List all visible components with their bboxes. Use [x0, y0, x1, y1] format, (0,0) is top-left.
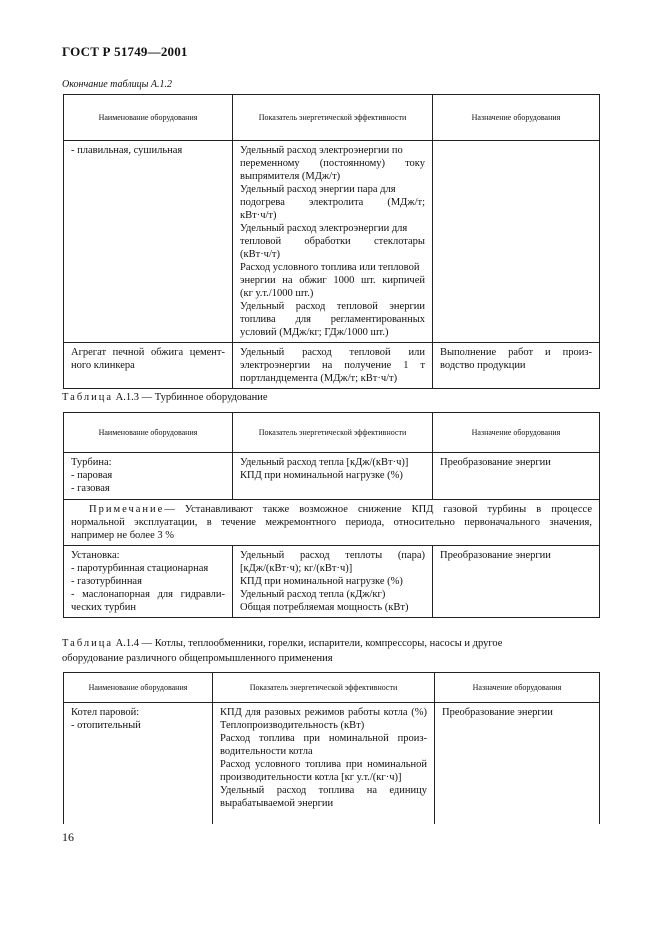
- cell-text: Удельный расход теплоты (пара): [240, 550, 425, 561]
- table-a13: [63, 412, 600, 618]
- note-cell: [64, 500, 600, 546]
- cell-text: Установка:: [71, 550, 120, 561]
- cell-text: Преобразование энергии: [440, 550, 551, 561]
- cell-text: Удельный расход тепловой или: [240, 347, 425, 358]
- col-header-purpose: Назначение оборудования: [433, 95, 600, 141]
- col-header-name: Наименование оборудования: [64, 95, 233, 141]
- name-cell: [64, 343, 233, 389]
- cell-text: КПД при номинальной нагрузке (%): [240, 576, 403, 587]
- note-line: например не более 3 %: [71, 530, 174, 541]
- indicator-cell: [233, 141, 433, 343]
- name-cell: [64, 453, 233, 500]
- cell-text: электроэнергии на получение 1 т: [240, 360, 425, 371]
- cell-text: - газотурбинная: [71, 576, 142, 587]
- purpose-cell: [433, 546, 600, 618]
- indicator-cell: [233, 453, 433, 500]
- cell-text: энергии на обжиг 1000 шт. кирпичей: [240, 275, 425, 286]
- table-row: [64, 453, 600, 500]
- table-row: [64, 141, 600, 343]
- cell-text: кВт·ч/т): [240, 210, 277, 221]
- table-a14-caption: [62, 636, 602, 666]
- cell-text: Удельный расход энергии пара для: [240, 184, 396, 195]
- cell-text: Теплопроизводительность (кВт): [220, 720, 365, 731]
- col-header-purpose: Назначение оборудования: [433, 413, 600, 453]
- table-header-row: [64, 95, 600, 141]
- cell-text: Удельный расход электроэнергии для: [240, 223, 408, 234]
- cell-text: тепловой обработки стеклотары: [240, 236, 425, 247]
- table-row: [64, 343, 600, 389]
- cell-text: ного клинкера: [71, 360, 135, 371]
- caption-text: А.1.4 — Котлы, теплообменники, горелки, испарители, компрессоры, насосы и другое: [113, 638, 503, 649]
- cell-text: портландцемента (МДж/т; кВт·ч/т): [240, 373, 398, 384]
- name-cell: [64, 141, 233, 343]
- indicator-cell: [233, 546, 433, 618]
- cell-text: Расход условного топлива при номинальной: [220, 759, 427, 770]
- purpose-cell: [433, 141, 600, 343]
- col-header-indicator: Показатель энергетической эффективности: [233, 413, 433, 453]
- purpose-cell: [433, 343, 600, 389]
- note-label: Примечание: [89, 504, 165, 515]
- cell-text: топлива для регламентированных: [240, 314, 425, 325]
- col-header-indicator: Показатель энергетической эффективности: [213, 673, 435, 703]
- cell-text: Удельный расход тепла [кДж/(кВт·ч)]: [240, 457, 409, 468]
- cell-text: переменному (постоянному) току: [240, 158, 425, 169]
- cell-text: Котел паровой:: [71, 707, 140, 718]
- caption-label: Таблица: [62, 392, 114, 403]
- table-a13-caption: [62, 390, 602, 405]
- cell-text: [кДж/(кВт·ч); кг/(кВт·ч)]: [240, 563, 353, 574]
- table-continuation-caption: Окончание таблицы А.1.2: [62, 79, 173, 90]
- cell-text: ческих турбин: [71, 602, 136, 613]
- cell-text: Удельный расход топлива на единицу: [220, 785, 427, 796]
- cell-text: выпрямителя (МДж/т): [240, 171, 341, 182]
- caption-line: [62, 636, 602, 651]
- note-text: — Устанавливают также возможное снижение КПД газовой турбины в процессе: [164, 504, 592, 515]
- cell-text: Преобразование энергии: [442, 707, 553, 718]
- cell-text: Удельный расход электроэнергии по: [240, 145, 403, 156]
- cell-text: Расход топлива при номинальной произ-: [220, 733, 427, 744]
- cell-text: КПД при номинальной нагрузке (%): [240, 470, 403, 481]
- cell-text: - маслонапорная для гидравли-: [71, 589, 225, 600]
- table-a12: [63, 94, 600, 389]
- cell-text: производительности котла [кг у.т./(кг·ч)]: [220, 772, 402, 783]
- cell-text: Агрегат печной обжига цемент-: [71, 347, 225, 358]
- cell-text: Удельный расход тепловой энергии: [240, 301, 425, 312]
- name-cell: [64, 546, 233, 618]
- col-header-purpose: Назначение оборудования: [435, 673, 600, 703]
- cell-text: Преобразование энергии: [440, 457, 551, 468]
- document-title: ГОСТ Р 51749—2001: [62, 44, 188, 59]
- cell-text: - отопительный: [71, 720, 141, 731]
- cell-text: вырабатываемой энергии: [220, 798, 334, 809]
- cell-text: Удельный расход тепла (кДж/кг): [240, 589, 386, 600]
- cell-text: водство продукции: [440, 360, 526, 371]
- cell-text: (кВт·ч/т): [240, 249, 280, 260]
- cell-text: - паровая: [71, 470, 113, 481]
- cell-text: Расход условного топлива или тепловой: [240, 262, 420, 273]
- cell-text: - паротурбинная стационарная: [71, 563, 209, 574]
- col-header-name: Наименование оборудования: [64, 413, 233, 453]
- name-cell: [64, 703, 213, 825]
- indicator-cell: [213, 703, 435, 825]
- indicator-cell: [233, 343, 433, 389]
- cell-text: подогрева электролита (МДж/т;: [240, 197, 425, 208]
- cell-text: водительности котла: [220, 746, 313, 757]
- cell-text: условий (МДж/кг; ГДж/1000 шт.): [240, 327, 389, 338]
- table-header-row: [64, 413, 600, 453]
- cell-text: Общая потребляемая мощность (кВт): [240, 602, 409, 613]
- caption-label: Таблица: [62, 638, 114, 649]
- note-line: [71, 503, 592, 516]
- note-row: [64, 500, 600, 546]
- caption-text: А.1.3 — Турбинное оборудование: [113, 392, 268, 403]
- table-a14: [63, 672, 600, 824]
- note-line: нормальной эксплуатации, в течение межремонтного периода, относительно первоначального значения,: [71, 517, 592, 528]
- cell-text: - плавильная, сушильная: [71, 145, 183, 156]
- cell-text: Турбина:: [71, 457, 112, 468]
- caption-line: оборудование различного общепромышленного применения: [62, 653, 333, 664]
- table-header-row: [64, 673, 600, 703]
- page-number: 16: [62, 830, 74, 844]
- table-row: [64, 703, 600, 825]
- purpose-cell: [433, 453, 600, 500]
- col-header-name: Наименование оборудования: [64, 673, 213, 703]
- table-row: [64, 546, 600, 618]
- cell-text: Выполнение работ и произ-: [440, 347, 592, 358]
- purpose-cell: [435, 703, 600, 825]
- col-header-indicator: Показатель энергетической эффективности: [233, 95, 433, 141]
- cell-text: - газовая: [71, 483, 110, 494]
- cell-text: КПД для разовых режимов работы котла (%): [220, 707, 427, 718]
- cell-text: (кг у.т./1000 шт.): [240, 288, 314, 299]
